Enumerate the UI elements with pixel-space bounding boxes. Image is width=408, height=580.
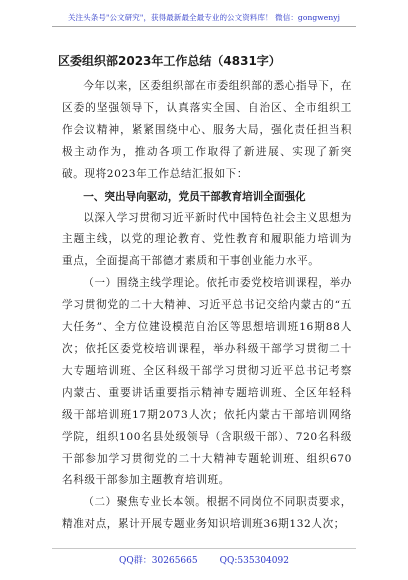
qq-group-text: QQ群：30265665 — [119, 556, 198, 566]
footer-contacts — [0, 553, 408, 566]
document-title: 区委组织部2023年工作总结（4831字） — [58, 54, 281, 68]
header-divider — [52, 26, 356, 27]
document-body — [58, 52, 352, 536]
qq-text: QQ:535304092 — [219, 556, 289, 566]
footer-divider — [52, 548, 356, 549]
item-paragraph-2: （二）聚焦专业长本领。根据不同岗位不同职责要求，精准对点，累计开展专题业务知识培训班36期132人次； — [62, 496, 352, 531]
item-paragraph-1: （一）围绕主线学理论。依托市委党校培训课程，举办学习贯彻党的二十大精神、习近平总书记交给内蒙古的“五大任务”、全方位建设模范自治区等思想培训班16期88人次；依托区委党校培训课程，举办科级干部学习贯彻二十大专题培训班、全区科级干部学习贯彻习近平总书记考察内蒙古、重要讲话重要指示精神专题培训班、全区年轻科级干部培训班17期2073人次；依托内蒙古干部培训网络学院，组织100名县处级领导（含职级干部）、720名科级干部参加学习贯彻党的二十大精神专题轮训班、组织670名科级干部参加主题教育培训班。 — [62, 277, 352, 487]
intro-paragraph: 今年以来，区委组织部在市委组织部的悉心指导下，在区委的坚强领导下，认真落实全国、自治区、全市组织工作会议精神，紧紧围绕中心、服务大局，强化责任担当积极主动作为，推动各项工作取得了新进展、实现了新突破。现将2023年工作总结汇报如下： — [62, 80, 352, 180]
section-lead-paragraph: 以深入学习贯彻习近平新时代中国特色社会主义思想为主题主线，以党的理论教育、党性教育和履职能力培训为重点，全面提高干部德才素质和干事创业能力水平。 — [62, 211, 352, 268]
promo-banner: 关注头条号"公文研究"，获得最新最全最专业的公文资料库！ 微信：gongwenyj — [67, 13, 341, 22]
section-heading-1: 一、突出导向驱动，党员干部教育培训全面强化 — [83, 190, 306, 203]
